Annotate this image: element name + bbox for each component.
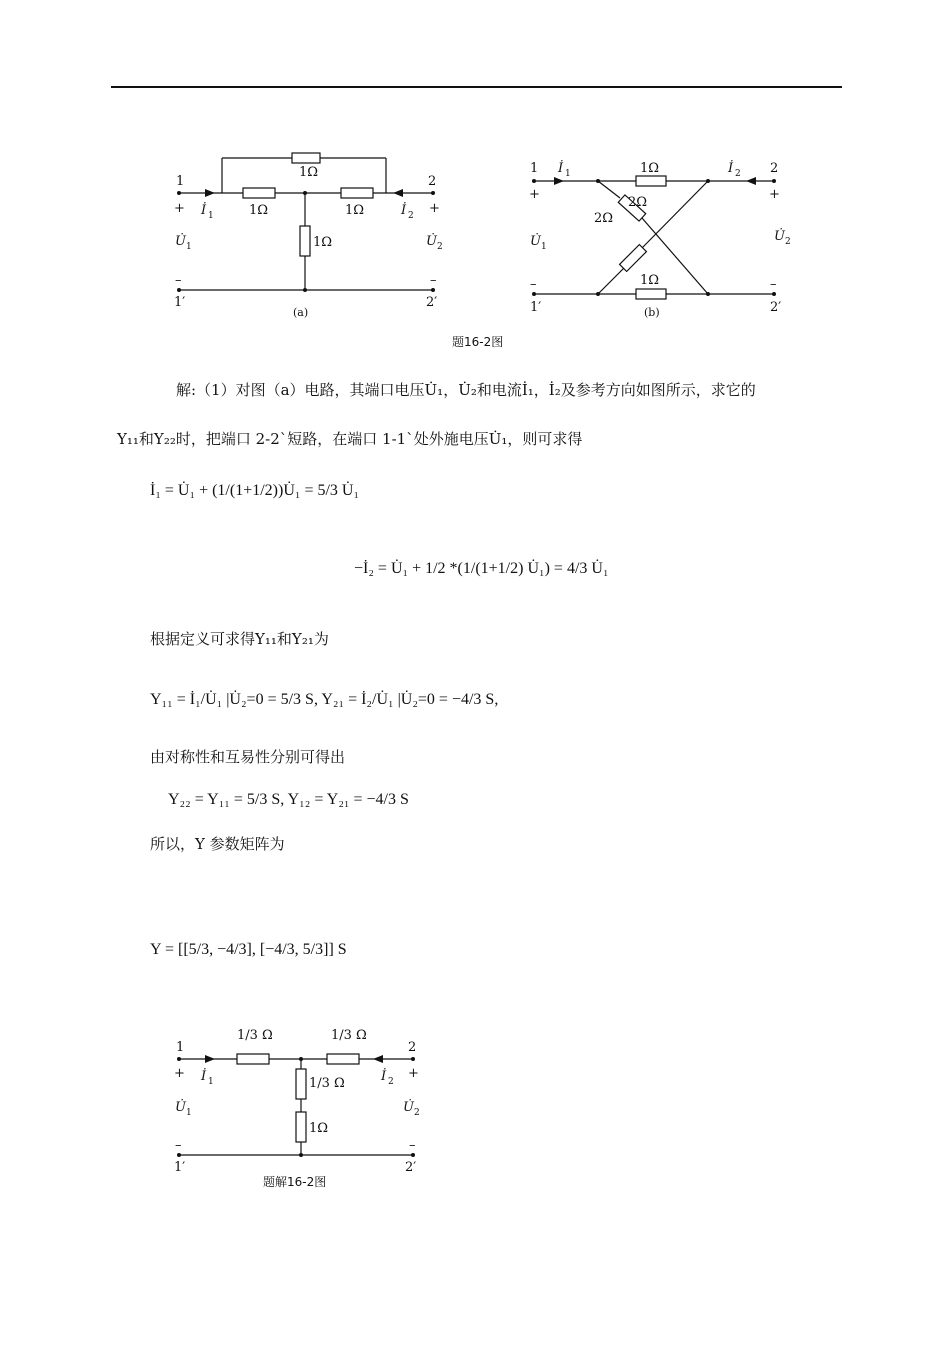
label-plus-2b: + <box>769 187 780 202</box>
label-u2-sub: 2 <box>437 242 443 252</box>
solution-line5: 所以，Y 参数矩阵为 <box>150 835 285 853</box>
label-port1p-sol: 1′ <box>174 1160 186 1175</box>
label-r-left-sol: 1/3 Ω <box>237 1028 273 1043</box>
resistor-diag2 <box>620 245 647 272</box>
label-port2-sol: 2 <box>408 1040 417 1055</box>
arrow-i1-sol-icon <box>205 1055 215 1063</box>
solution-line1: 解:（1）对图（a）电路，其端口电压U̇₁，U̇₂和电流İ₁，İ₂及参考方向如图所示，求它的 <box>176 381 756 399</box>
label-r-left: 1Ω <box>249 203 269 218</box>
label-port2-b: 2 <box>770 161 779 176</box>
label-u2-sub-sol: 2 <box>414 1108 420 1118</box>
label-u1-sub-b: 1 <box>541 242 547 252</box>
label-r-bottom-b: 1Ω <box>640 273 660 288</box>
circuit-figure-solution <box>165 1015 455 1193</box>
resistor-top <box>292 153 320 163</box>
label-minus-1-sol: – <box>175 1138 182 1153</box>
label-i1: İ <box>201 203 207 218</box>
figure-solution-caption: 题解16-2图 <box>263 1175 327 1189</box>
label-r-bottom-sol: 1Ω <box>309 1121 329 1136</box>
label-minus-2b: – <box>770 277 777 292</box>
label-r-mid-sol: 1/3 Ω <box>309 1076 345 1091</box>
label-plus-1b: + <box>529 187 540 202</box>
label-u2-b: U̇ <box>774 229 785 244</box>
arrow-i2-b-icon <box>746 177 756 185</box>
label-port2: 2 <box>428 174 437 189</box>
resistor-bottom-sol <box>296 1112 306 1142</box>
label-r-right-sol: 1/3 Ω <box>331 1028 367 1043</box>
figure-caption: 题16-2图 <box>452 335 504 349</box>
label-port1-b: 1 <box>530 161 539 176</box>
label-i1-sol: İ <box>201 1069 207 1084</box>
label-plus-1: + <box>174 201 185 216</box>
resistor-mid-sol <box>296 1069 306 1099</box>
label-port1p: 1′ <box>174 295 186 310</box>
label-u1-sol: U̇ <box>175 1100 186 1115</box>
arrow-i2-sol-icon <box>373 1055 383 1063</box>
label-u2-sub-b: 2 <box>785 237 791 247</box>
label-port2p: 2′ <box>426 295 438 310</box>
equation-2: −İ₂ = U̇₁ + 1/2 *(1/(1+1/2) U̇₁) = 4/3 U̇₁ <box>354 560 609 577</box>
label-port1: 1 <box>176 174 185 189</box>
label-r-top-b: 1Ω <box>640 161 660 176</box>
resistor-top-b <box>636 176 666 186</box>
resistor-mid <box>300 226 310 256</box>
label-figure-a: (a) <box>293 306 309 319</box>
circuit-figure-b <box>520 148 810 323</box>
label-u2-sol: U̇ <box>403 1100 414 1115</box>
label-u1-b: U̇ <box>530 234 541 249</box>
resistor-right-sol <box>327 1054 359 1064</box>
label-port1p-b: 1′ <box>530 300 542 315</box>
arrow-i1-icon <box>205 189 215 197</box>
label-i1-b: İ <box>558 161 564 176</box>
label-plus-1-sol: + <box>174 1066 185 1081</box>
label-figure-b: (b) <box>644 306 660 319</box>
label-i1-sub-b: 1 <box>565 169 571 179</box>
label-i2-sol: İ <box>381 1069 387 1084</box>
label-i2-sub-sol: 2 <box>388 1077 394 1087</box>
label-port2p-b: 2′ <box>770 300 782 315</box>
label-u2: U̇ <box>426 234 437 249</box>
label-r-diag2: 2Ω <box>594 211 614 226</box>
label-i2: İ <box>401 203 407 218</box>
label-u1-sub-sol: 1 <box>186 1108 192 1118</box>
label-plus-2: + <box>429 201 440 216</box>
label-i1-sub-sol: 1 <box>208 1077 214 1087</box>
label-plus-2-sol: + <box>408 1066 419 1081</box>
label-i1-sub: 1 <box>208 211 214 221</box>
label-i2-sub-b: 2 <box>735 169 741 179</box>
equation-1: İ₁ = U̇₁ + (1/(1+1/2))U̇₁ = 5/3 U̇₁ <box>150 482 360 499</box>
resistor-bottom-b <box>636 289 666 299</box>
solution-line4: 由对称性和互易性分别可得出 <box>150 748 346 766</box>
resistor-left-sol <box>237 1054 269 1064</box>
solution-line2: Y₁₁和Y₂₂时，把端口 2-2`短路，在端口 1-1`处外施电压U̇₁，则可求得 <box>117 430 583 448</box>
header-rule <box>111 86 842 88</box>
label-u1: U̇ <box>175 234 186 249</box>
label-r-diag1: 2Ω <box>628 195 648 210</box>
label-i2-sub: 2 <box>408 211 414 221</box>
arrow-i2-icon <box>393 189 403 197</box>
equation-4: Y₂₂ = Y₁₁ = 5/3 S, Y₁₂ = Y₂₁ = −4/3 S <box>168 791 409 808</box>
label-minus-1b: – <box>530 277 537 292</box>
arrow-i1-b-icon <box>554 177 564 185</box>
label-minus-2-sol: – <box>409 1138 416 1153</box>
resistor-right <box>341 188 373 198</box>
circuit-figure-a <box>165 148 455 323</box>
equation-5-matrix: Y = [[5/3, −4/3], [−4/3, 5/3]] S <box>150 941 347 958</box>
label-r-mid: 1Ω <box>313 235 333 250</box>
resistor-left <box>243 188 275 198</box>
label-port2p-sol: 2′ <box>405 1160 417 1175</box>
label-minus-1: – <box>175 273 182 288</box>
label-r-top: 1Ω <box>299 165 319 180</box>
solution-line3: 根据定义可求得Y₁₁和Y₂₁为 <box>150 630 329 648</box>
label-minus-2: – <box>430 273 437 288</box>
label-port1-sol: 1 <box>176 1040 185 1055</box>
equation-3: Y₁₁ = İ₁/U̇₁ |U̇₂=0 = 5/3 S, Y₂₁ = İ₂/U̇₁ |U̇₂=0 = −4/3 S, <box>150 691 499 708</box>
label-u1-sub: 1 <box>186 242 192 252</box>
label-r-right: 1Ω <box>345 203 365 218</box>
label-i2-b: İ <box>728 161 734 176</box>
